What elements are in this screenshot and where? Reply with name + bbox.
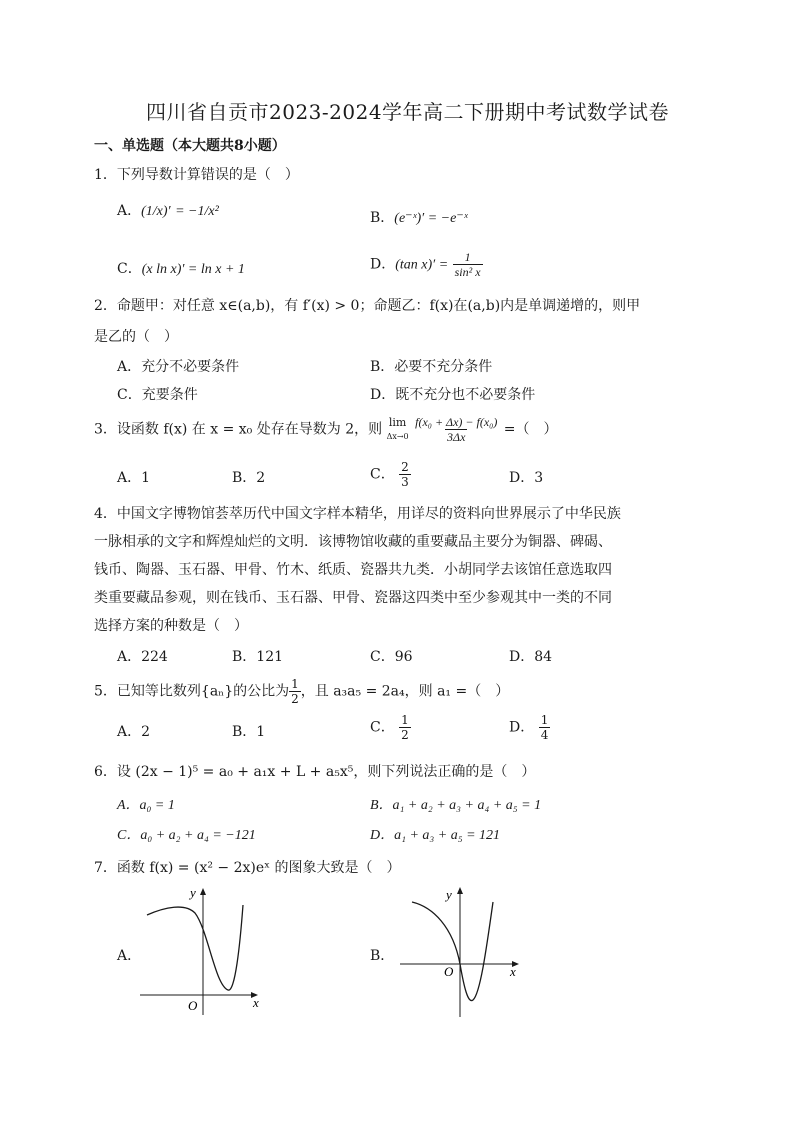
q5-d-fraction xyxy=(539,713,551,742)
q4-option-a: A．224 xyxy=(117,649,168,665)
q3-c-label: C． xyxy=(370,466,395,483)
q1-d-label: D． xyxy=(370,256,396,273)
q5-d-num: 1 xyxy=(540,713,549,727)
q5-c-den: 2 xyxy=(401,728,409,742)
q1-a-lhs: (1/x)′ xyxy=(141,204,171,219)
graph-a-y-arrow xyxy=(200,888,206,895)
q7-graph-b xyxy=(398,882,528,1022)
q5-ratio-fraction xyxy=(289,677,301,706)
q2-option-b: B．必要不充分条件 xyxy=(370,359,493,375)
q5-c-num: 1 xyxy=(401,713,409,727)
q1-a-rhs: = −1/x² xyxy=(175,204,219,219)
q3-den: 3Δx xyxy=(447,430,466,444)
q5-r-num: 1 xyxy=(291,677,299,691)
q1-c-expr: (x ln x)′ = ln x + 1 xyxy=(141,262,245,277)
q6-option-b: B．a₁ + a₂ + a₃ + a₄ + a₅ = 1 xyxy=(370,798,542,813)
q6-option-d: D．a₁ + a₃ + a₅ = 121 xyxy=(370,828,501,843)
q3-lim-sub: Δx→0 xyxy=(386,431,409,441)
q1-d-den: sin² x xyxy=(454,265,481,279)
q2-line1: 2．命题甲：对任意 x∈(a,b)，有 f′(x) > 0；命题乙：f(x)在(a,b)内是单调递增的，则甲 xyxy=(94,298,641,314)
q2-line2: 是乙的（ ） xyxy=(94,329,178,345)
q7-stem: 7．函数 f(x) = (x² − 2x)eˣ 的图象大致是（ ） xyxy=(94,860,401,876)
q5-stem xyxy=(94,677,509,706)
q2-option-a: A．充分不必要条件 xyxy=(117,359,240,375)
q2-option-d: D．既不充分也不必要条件 xyxy=(370,387,536,403)
graph-b-y-arrow xyxy=(457,887,463,894)
q3-c-fraction xyxy=(399,460,411,489)
q1-c-label: C． xyxy=(117,261,142,277)
q2-option-c: C．充要条件 xyxy=(117,387,198,403)
q5-c-fraction xyxy=(399,713,411,742)
q4-line4: 类重要藏品参观，则在钱币、玉石器、甲骨、瓷器这四类中至少参观其中一类的不同 xyxy=(94,590,612,606)
q1-b-expr: (e⁻ˣ)′ = −e⁻ˣ xyxy=(394,211,468,226)
q5-option-d xyxy=(509,713,550,742)
q1-option-a xyxy=(117,200,219,220)
graph-a-curve xyxy=(147,905,243,990)
q3-c-den: 3 xyxy=(401,475,409,489)
q5-d-den: 4 xyxy=(540,728,549,742)
q3-fraction xyxy=(413,415,499,444)
graph-b-curve xyxy=(412,902,493,1001)
q1-d-fraction xyxy=(453,250,483,279)
q4-line3: 钱币、陶器、玉石器、甲骨、竹木、纸质、瓷器共九类．小胡同学去该馆任意选取四 xyxy=(94,562,612,578)
q6-stem: 6．设 (2x − 1)⁵ = a₀ + a₁x + L + a₅x⁵，则下列说法正确的是（ ） xyxy=(94,764,536,780)
graph-b-y-label: y xyxy=(446,887,452,902)
page-title: 四川省自贡市2023-2024学年高二下册期中考试数学试卷 xyxy=(146,100,670,124)
graph-a-origin-label: O xyxy=(188,998,198,1013)
q1-option-d xyxy=(370,250,483,279)
q4-line1: 4．中国文字博物馆荟萃历代中国文字样本精华，用详尽的资料向世界展示了中华民族 xyxy=(94,506,621,522)
q4-option-c: C．96 xyxy=(370,649,413,665)
q1-b-label: B． xyxy=(370,210,395,226)
q3-stem-pre: 3．设函数 f(x) 在 x = x₀ 处存在导数为 2，则 xyxy=(94,421,383,438)
q3-option-d: D．3 xyxy=(509,470,544,486)
q3-stem xyxy=(94,415,558,444)
q3-option-b: B．2 xyxy=(232,470,266,486)
q3-lim: lim xyxy=(388,415,407,429)
q4-line2: 一脉相承的文字和辉煌灿烂的文明．该博物馆收藏的重要藏品主要分为铜器、碑碣、 xyxy=(94,534,612,550)
q7-option-b-label: B． xyxy=(370,948,395,964)
q4-option-d: D．84 xyxy=(509,649,553,665)
q5-option-b: B．1 xyxy=(232,724,266,740)
q3-option-a: A．1 xyxy=(117,470,151,486)
q5-option-c xyxy=(370,713,411,742)
q3-option-c xyxy=(370,460,411,489)
q3-limit xyxy=(387,416,409,444)
q1-option-c xyxy=(117,258,245,278)
q1-d-num: 1 xyxy=(464,250,471,264)
q4-line5: 选择方案的种数是（ ） xyxy=(94,618,248,634)
q3-num: f(x₀ + Δx) − f(x₀) xyxy=(415,415,498,429)
q3-stem-post: =（ ） xyxy=(503,421,558,438)
q1-d-lhs: (tan x)′ = xyxy=(395,257,449,273)
q1-stem: 1．下列导数计算错误的是（ ） xyxy=(94,167,299,183)
q5-d-label: D． xyxy=(509,719,535,736)
q1-a-label: A． xyxy=(117,203,142,219)
q7-option-a-label: A． xyxy=(117,948,142,964)
graph-b-origin-label: O xyxy=(444,964,454,979)
q6-option-c: C．a₀ + a₂ + a₄ = −121 xyxy=(117,828,256,843)
q5-c-label: C． xyxy=(370,719,395,736)
q1-option-b xyxy=(370,207,468,227)
q5-stem-pre: 5．已知等比数列{aₙ}的公比为 xyxy=(94,683,290,700)
q5-r-den: 2 xyxy=(291,692,299,706)
q5-option-a: A．2 xyxy=(117,724,151,740)
section-heading: 一、单选题（本大题共8小题） xyxy=(94,138,286,154)
graph-b-x-label: x xyxy=(510,964,516,979)
q7-graph-a xyxy=(140,885,265,1020)
q5-stem-post: ，且 a₃a₅ = 2a₄，则 a₁ =（ ） xyxy=(300,683,510,700)
graph-a-x-label: x xyxy=(253,995,259,1010)
graph-a-y-label: y xyxy=(190,885,196,900)
q4-option-b: B．121 xyxy=(232,649,284,665)
q6-option-a: A．a₀ = 1 xyxy=(117,798,175,813)
q3-c-num: 2 xyxy=(401,460,409,474)
